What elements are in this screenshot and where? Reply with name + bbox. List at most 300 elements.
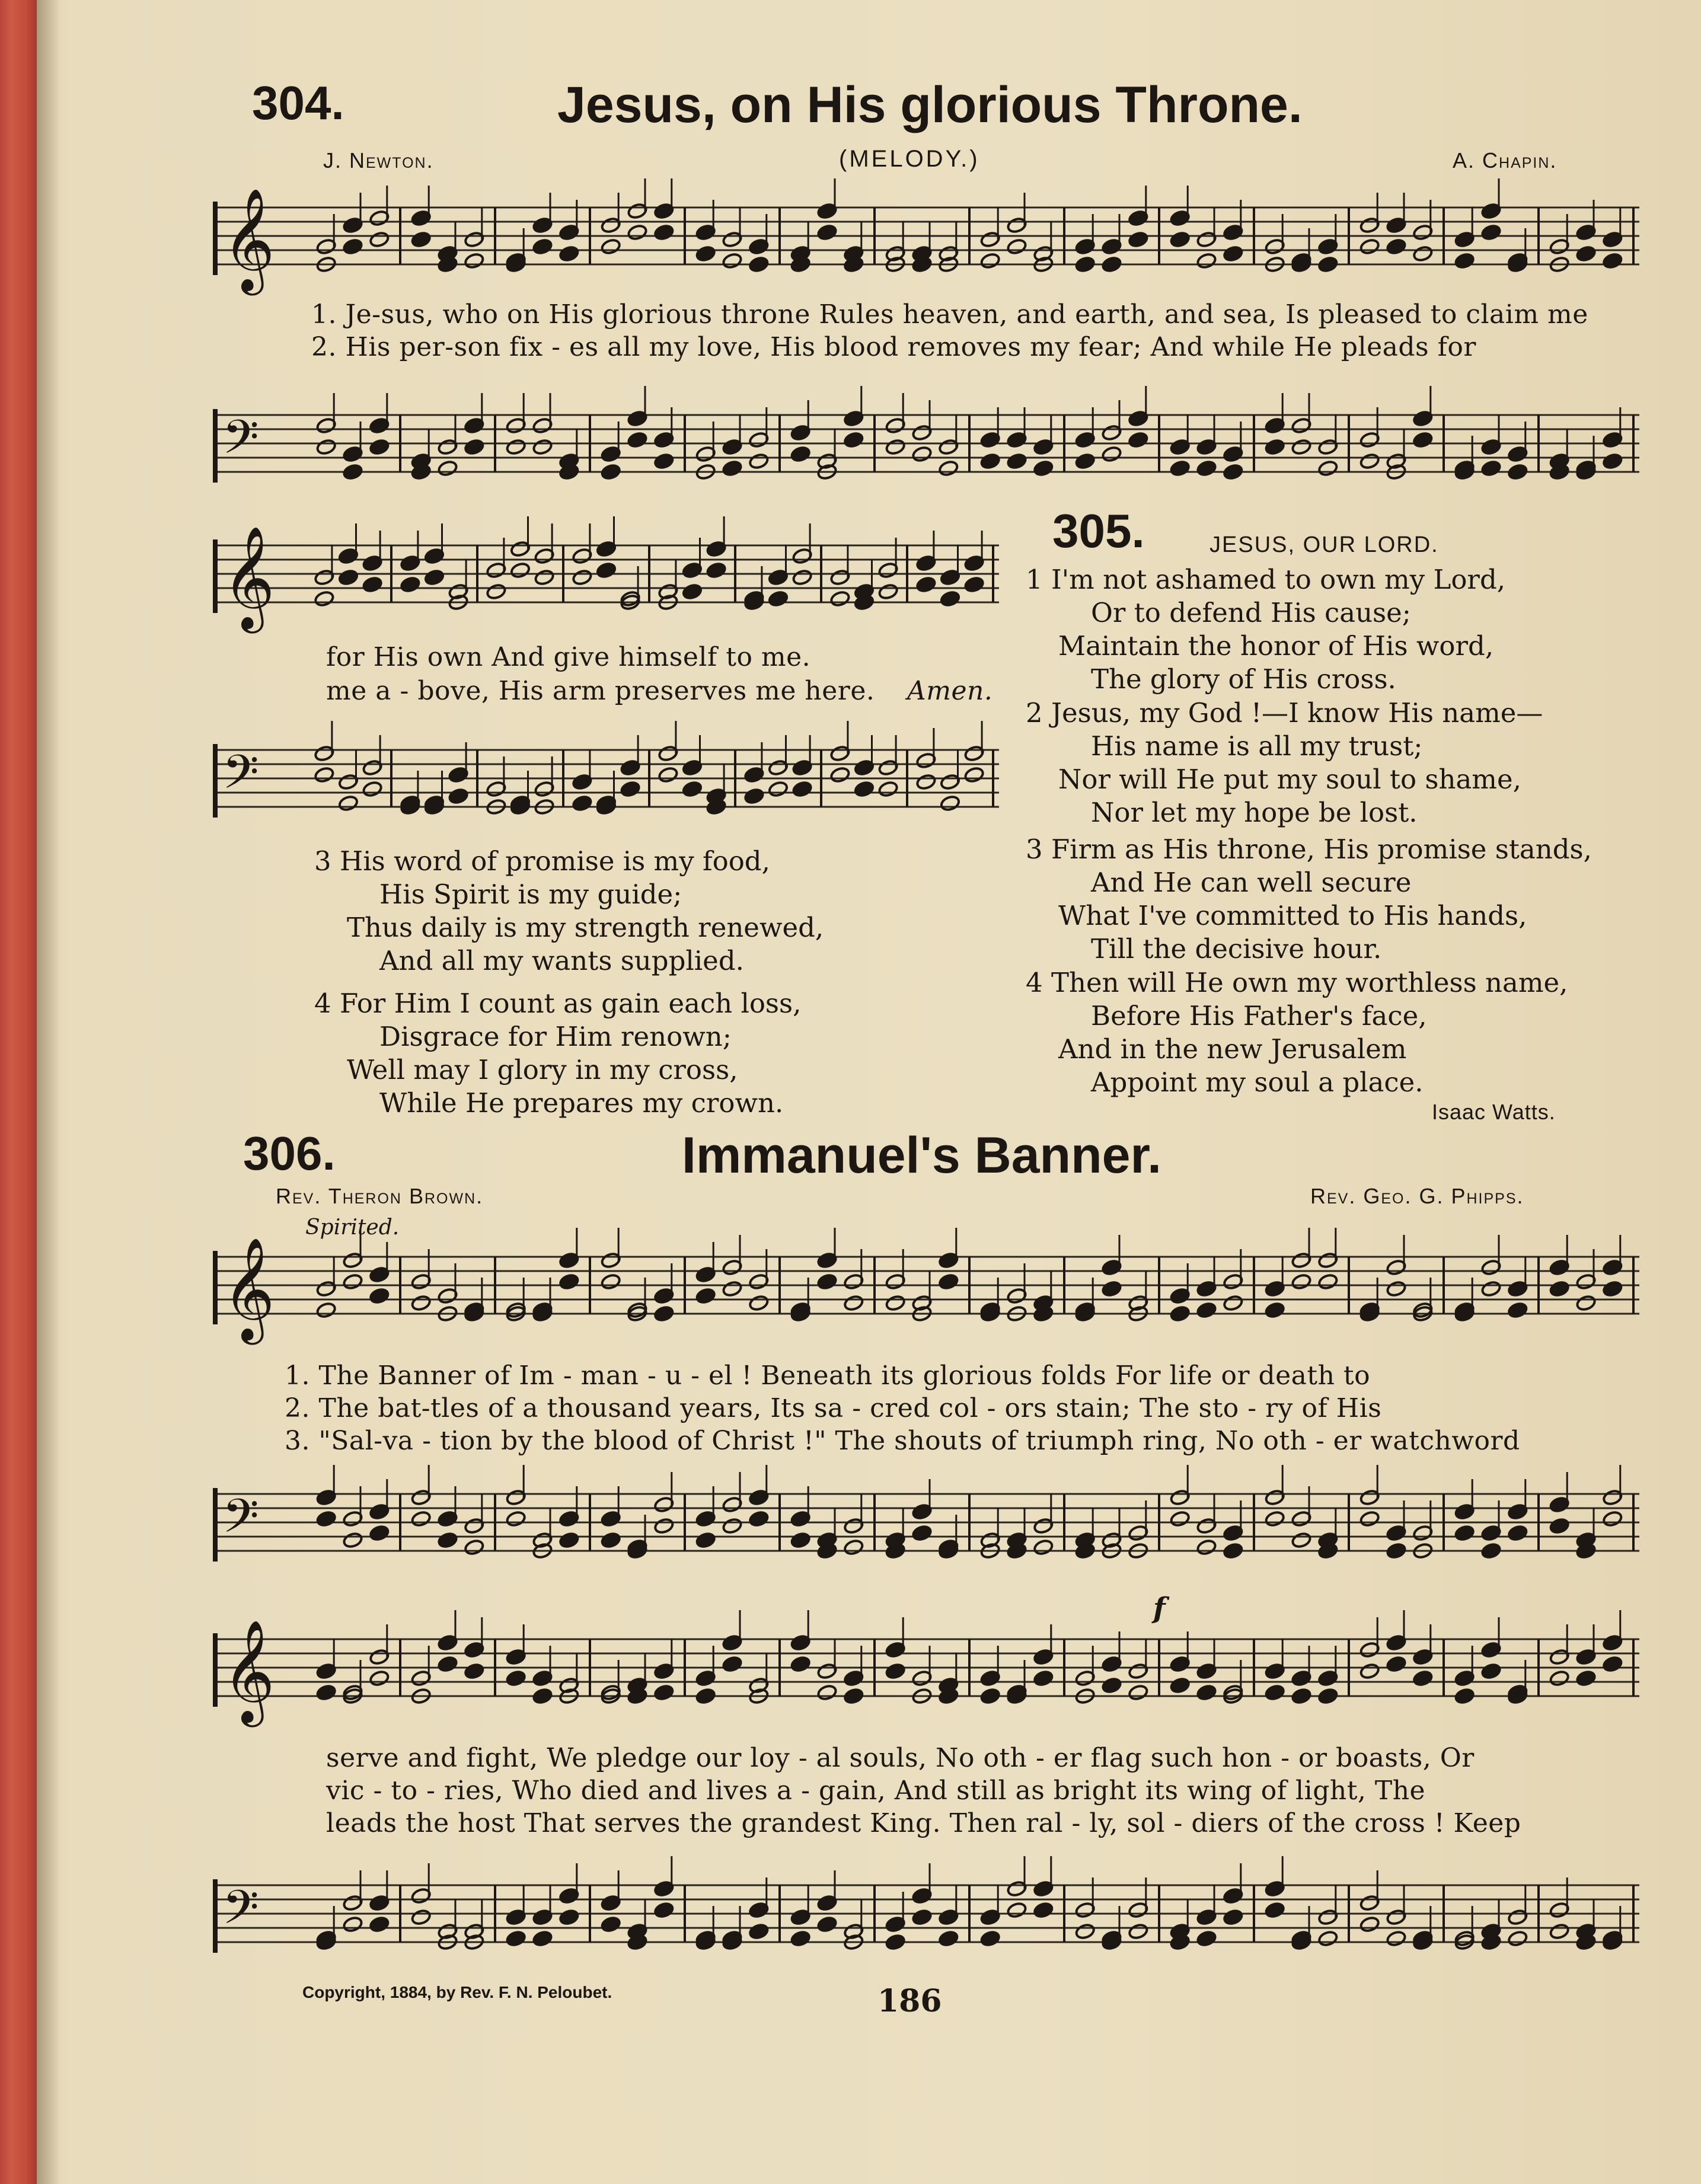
note-head xyxy=(695,1687,716,1704)
note-head xyxy=(1170,1510,1191,1527)
verse-number: 2 xyxy=(1026,697,1043,729)
note-head xyxy=(1359,238,1380,255)
system-brace xyxy=(213,409,218,483)
note-head xyxy=(768,590,789,607)
hymn-306-system1-treble xyxy=(216,1237,1639,1340)
note-head xyxy=(722,1517,742,1534)
hymn-306-title: Immanuel's Banner. xyxy=(682,1127,1162,1184)
note-head xyxy=(1507,1524,1528,1541)
hymn-306-composer: Rev. Geo. G. Phipps. xyxy=(1310,1184,1524,1208)
note-head xyxy=(885,1662,906,1679)
verse-line: His word of promise is my food, xyxy=(339,845,770,877)
note-head xyxy=(658,766,678,783)
note-head xyxy=(1602,1655,1623,1672)
hymn-306-lyric-line5: vic - to - ries, Who died and lives a - gain, And still as bright its wing of light, The xyxy=(326,1776,1426,1806)
note-head xyxy=(316,1510,337,1527)
note-head xyxy=(915,773,936,790)
hymn-305-verse-4 xyxy=(1026,966,1568,1099)
hymn-306-lyric-line4: serve and fight, We pledge our loy - al souls, No oth - er flag such hon - or boasts, Or xyxy=(326,1743,1475,1773)
hymn-306-tempo: Spirited. xyxy=(305,1215,400,1240)
treble-clef-icon: 𝄞 xyxy=(222,1237,275,1340)
note-head xyxy=(768,780,789,797)
note-head xyxy=(1033,1901,1054,1918)
note-head xyxy=(915,576,936,593)
hymn-304-author: J. Newton. xyxy=(323,148,434,173)
hymn-304-lyric-line4: me a - bove, His arm preserves me here. xyxy=(326,676,875,706)
note-head xyxy=(748,1510,769,1527)
note-head xyxy=(722,1280,742,1297)
note-head xyxy=(843,1294,864,1311)
page-number: 186 xyxy=(877,1983,942,2019)
note-head xyxy=(1549,1280,1570,1297)
treble-clef-icon: 𝄞 xyxy=(222,526,275,629)
note-head xyxy=(1196,1684,1217,1701)
note-head xyxy=(627,431,647,448)
note-head xyxy=(911,445,932,462)
bass-clef-icon: 𝄢 xyxy=(222,1880,259,1946)
note-head xyxy=(464,438,484,455)
verse-number: 3 xyxy=(314,845,331,877)
note-head xyxy=(653,1901,674,1918)
verse-number: 4 xyxy=(1026,967,1043,998)
note-head xyxy=(437,1531,458,1548)
note-head xyxy=(1223,1908,1243,1926)
note-head xyxy=(506,438,526,455)
note-head xyxy=(1033,459,1054,477)
verse-line: While He prepares my crown. xyxy=(379,1087,784,1119)
note-head xyxy=(1291,1531,1311,1548)
hymn-305-title: JESUS, OUR LORD. xyxy=(1209,532,1439,557)
note-head xyxy=(885,438,906,455)
hymn-306-lyric-line3: 3. "Sal-va - tion by the blood of Christ !" The shouts of triumph ring, No oth - er watchword xyxy=(285,1426,1520,1456)
hymn-306-system1-bass xyxy=(216,1482,1639,1571)
verse-number: 4 xyxy=(314,988,331,1019)
note-head xyxy=(1196,1930,1217,1947)
hymn-304-verse-4 xyxy=(314,987,801,1120)
note-head xyxy=(748,256,769,273)
note-head xyxy=(1101,1677,1122,1694)
verse-line: Then will He own my worthless name, xyxy=(1051,967,1568,998)
note-head xyxy=(627,223,647,241)
note-head xyxy=(338,794,359,812)
hymn-306-system2-bass xyxy=(216,1873,1639,1962)
note-head xyxy=(790,1930,811,1947)
note-head xyxy=(486,583,506,600)
note-head xyxy=(342,463,363,480)
hymn-306-lyric-line2: 2. The bat-tles of a thousand years, Its sa - cred col - ors stain; The sto - ry of His xyxy=(285,1393,1382,1423)
note-head xyxy=(1196,459,1217,477)
note-head xyxy=(532,1930,553,1947)
note-head xyxy=(748,1923,769,1940)
hymn-305-number: 305. xyxy=(1052,505,1145,557)
note-head xyxy=(1412,431,1433,448)
note-head xyxy=(1075,452,1096,470)
verse-line: Disgrace for Him renown; xyxy=(379,1021,732,1052)
note-head xyxy=(411,231,432,248)
note-head xyxy=(682,780,703,797)
note-head xyxy=(400,576,420,593)
verse-line: Firm as His throne, His promise stands, xyxy=(1051,834,1592,865)
note-head xyxy=(940,794,960,812)
note-head xyxy=(342,1531,363,1548)
note-head xyxy=(1480,223,1501,241)
hymn-304-system2-bass xyxy=(216,738,999,827)
note-head xyxy=(1101,1280,1122,1297)
note-head xyxy=(1223,1294,1243,1311)
system-brace xyxy=(213,1879,218,1953)
note-head xyxy=(1507,1930,1528,1947)
note-head xyxy=(601,238,621,255)
note-head xyxy=(464,1662,484,1679)
note-head xyxy=(1265,1510,1285,1527)
note-head xyxy=(596,561,617,579)
note-head xyxy=(653,1684,674,1701)
note-head xyxy=(695,1287,716,1304)
note-head xyxy=(1359,1915,1380,1933)
note-head xyxy=(1412,1669,1433,1687)
note-head xyxy=(1602,252,1623,269)
note-head xyxy=(792,569,813,586)
note-head xyxy=(601,463,621,480)
note-head xyxy=(1317,256,1338,273)
note-head xyxy=(1575,1669,1596,1687)
note-head xyxy=(1359,452,1380,470)
note-head xyxy=(816,1684,837,1701)
note-head xyxy=(342,1915,363,1933)
note-head xyxy=(748,452,769,470)
note-head xyxy=(1291,438,1311,455)
note-head xyxy=(1196,1301,1217,1318)
hymn-304-number: 304. xyxy=(252,76,344,129)
note-head xyxy=(885,1933,906,1950)
note-head xyxy=(695,245,716,262)
note-head xyxy=(1075,256,1096,273)
note-head xyxy=(1480,1542,1501,1559)
note-head xyxy=(1602,452,1623,470)
note-head xyxy=(411,1510,432,1527)
note-head xyxy=(1454,252,1475,269)
note-head xyxy=(1602,1280,1623,1297)
verse-line: His name is all my trust; xyxy=(1091,730,1423,762)
hymn-304-system1-treble xyxy=(216,188,1639,291)
hymn-306-lyric-line6: leads the host That serves the grandest King. Then ral - ly, sol - diers of the cross ! Keep xyxy=(326,1808,1521,1838)
hymn-306-lyric-line1: 1. The Banner of Im - man - u - el ! Beneath its glorious folds For life or death to xyxy=(285,1361,1371,1391)
note-head xyxy=(559,1531,579,1548)
note-head xyxy=(682,583,703,600)
note-head xyxy=(790,1655,811,1672)
treble-clef-icon: 𝄞 xyxy=(222,188,275,291)
book-spine-edge xyxy=(0,0,37,2184)
note-head xyxy=(1507,463,1528,480)
note-head xyxy=(1359,1510,1380,1527)
note-head xyxy=(411,1294,432,1311)
note-head xyxy=(980,252,1001,269)
note-head xyxy=(559,1908,579,1926)
note-head xyxy=(601,1915,621,1933)
note-head xyxy=(369,1915,390,1933)
staff-lines xyxy=(216,1639,1639,1696)
hymn-304-lyric-line2: 2. His per-son fix - es all my love, His blood removes my fear; And while He pleads for xyxy=(311,332,1476,362)
note-head xyxy=(743,787,764,804)
note-head xyxy=(1101,445,1122,462)
spine-shadow xyxy=(37,0,60,2184)
note-head xyxy=(510,561,531,579)
verse-number: 1 xyxy=(1026,564,1043,595)
note-head xyxy=(653,223,674,241)
verse-line: Appoint my soul a place. xyxy=(1091,1067,1424,1098)
note-head xyxy=(748,1294,769,1311)
note-head xyxy=(1317,1273,1338,1290)
note-head xyxy=(369,1669,390,1687)
note-head xyxy=(1575,1294,1596,1311)
verse-line: For Him I count as gain each loss, xyxy=(339,988,802,1019)
note-head xyxy=(1101,256,1122,273)
note-head xyxy=(722,1655,742,1672)
hymn-305-verse-2 xyxy=(1026,697,1543,829)
note-head xyxy=(1265,438,1285,455)
note-head xyxy=(424,569,445,586)
note-head xyxy=(464,1538,484,1556)
verse-line: His Spirit is my guide; xyxy=(379,879,682,910)
note-head xyxy=(653,452,674,470)
note-head xyxy=(816,1915,837,1933)
verse-line: What I've committed to His hands, xyxy=(1058,900,1527,931)
verse-line: Thus daily is my strength renewed, xyxy=(347,912,824,943)
note-head xyxy=(980,1930,1001,1947)
note-head xyxy=(980,1687,1001,1704)
treble-clef-icon: 𝄞 xyxy=(222,1620,275,1723)
note-head xyxy=(1265,1901,1285,1918)
note-head xyxy=(559,1273,579,1290)
hymn-304-amen: Amen. xyxy=(907,676,993,706)
bass-clef-icon: 𝄢 xyxy=(222,410,259,476)
note-head xyxy=(1170,231,1191,248)
note-head xyxy=(1128,431,1148,448)
note-head xyxy=(1196,252,1217,269)
note-head xyxy=(1386,1930,1406,1947)
note-head xyxy=(1170,459,1191,477)
note-head xyxy=(1454,1687,1475,1704)
verse-line: Maintain the honor of His word, xyxy=(1058,630,1494,662)
note-head xyxy=(964,766,985,783)
note-head xyxy=(1196,1538,1217,1556)
note-head xyxy=(878,780,899,797)
verse-line: Or to defend His cause; xyxy=(1091,597,1411,628)
note-head xyxy=(559,245,579,262)
note-head xyxy=(1006,452,1027,470)
verse-line: The glory of His cross. xyxy=(1091,663,1396,695)
note-head xyxy=(1265,1301,1285,1318)
note-head xyxy=(1291,1687,1311,1704)
note-head xyxy=(362,780,383,797)
note-head xyxy=(1602,1510,1623,1527)
note-head xyxy=(437,459,458,477)
hymn-306-number: 306. xyxy=(243,1127,336,1180)
note-head xyxy=(790,1531,811,1548)
verse-line: I'm not ashamed to own my Lord, xyxy=(1051,564,1506,595)
note-head xyxy=(1223,245,1243,262)
note-head xyxy=(1006,238,1027,255)
note-head xyxy=(464,252,484,269)
note-head xyxy=(938,459,959,477)
bass-clef-icon: 𝄢 xyxy=(222,1489,259,1555)
note-head xyxy=(314,766,334,783)
verse-line: Till the decisive hour. xyxy=(1091,933,1382,965)
note-head xyxy=(314,590,334,607)
verse-line: And He can well secure xyxy=(1091,867,1412,898)
note-head xyxy=(653,1517,674,1534)
hymn-304-title: Jesus, on His glorious Throne. xyxy=(557,76,1303,133)
hymn-306-author: Rev. Theron Brown. xyxy=(276,1184,484,1208)
note-head xyxy=(1480,1280,1501,1297)
note-head xyxy=(1128,1684,1148,1701)
note-head xyxy=(1549,1923,1570,1940)
note-head xyxy=(532,1687,553,1704)
staff-lines xyxy=(216,1494,1639,1551)
note-head xyxy=(1265,1684,1285,1701)
note-head xyxy=(601,1273,621,1290)
note-head xyxy=(1223,1542,1243,1559)
note-head xyxy=(506,1669,526,1687)
hymn-304-system2-treble xyxy=(216,526,999,629)
note-head xyxy=(722,459,742,477)
note-head xyxy=(1033,1538,1054,1556)
note-head xyxy=(1170,1677,1191,1694)
note-head xyxy=(829,590,850,607)
note-head xyxy=(816,223,837,241)
note-head xyxy=(437,1655,458,1672)
note-head xyxy=(1033,1669,1054,1687)
note-head xyxy=(843,431,864,448)
note-head xyxy=(1317,1687,1338,1704)
verse-line: Nor will He put my soul to shame, xyxy=(1058,764,1521,795)
note-head xyxy=(854,780,875,797)
note-head xyxy=(1386,238,1406,255)
note-head xyxy=(1575,245,1596,262)
note-head xyxy=(829,766,850,783)
note-head xyxy=(369,1287,390,1304)
hymn-304-composer: A. Chapin. xyxy=(1453,148,1558,173)
note-head xyxy=(369,1524,390,1541)
note-head xyxy=(316,438,337,455)
note-head xyxy=(1359,1662,1380,1679)
note-head xyxy=(722,252,742,269)
note-head xyxy=(369,438,390,455)
note-head xyxy=(843,1538,864,1556)
note-head xyxy=(572,794,592,812)
hymn-305-author: Isaac Watts. xyxy=(1432,1100,1556,1124)
hymn-304-tune: (MELODY.) xyxy=(839,146,980,172)
copyright-notice: Copyright, 1884, by Rev. F. N. Peloubet. xyxy=(302,1983,612,2001)
note-head xyxy=(1454,1524,1475,1541)
note-head xyxy=(1549,1517,1570,1534)
verse-line: And all my wants supplied. xyxy=(379,945,744,976)
verse-line: Nor let my hope be lost. xyxy=(1091,797,1418,828)
system-brace xyxy=(213,539,218,613)
note-head xyxy=(816,1273,837,1290)
note-head xyxy=(1317,459,1338,477)
note-head xyxy=(1128,1923,1148,1940)
system-brace xyxy=(213,202,218,275)
verse-line: Well may I glory in my cross, xyxy=(347,1054,738,1085)
note-head xyxy=(980,452,1001,470)
note-head xyxy=(940,590,960,607)
note-head xyxy=(532,238,553,255)
note-head xyxy=(572,569,592,586)
note-head xyxy=(338,569,359,586)
note-head xyxy=(1507,1301,1528,1318)
note-head xyxy=(653,1305,674,1322)
system-brace xyxy=(213,1488,218,1562)
hymn-304-lyric-line1: 1. Je-sus, who on His glorious throne Rules heaven, and earth, and sea, Is pleased to claim me xyxy=(311,299,1588,330)
note-head xyxy=(1386,1280,1406,1297)
note-head xyxy=(316,1684,337,1701)
note-head xyxy=(911,1524,932,1541)
note-head xyxy=(1170,1305,1191,1322)
note-head xyxy=(706,561,727,579)
note-head xyxy=(534,569,555,586)
bass-clef-icon: 𝄢 xyxy=(222,745,259,811)
note-head xyxy=(342,238,363,255)
note-head xyxy=(1480,459,1501,477)
note-head xyxy=(843,1687,864,1704)
note-head xyxy=(1075,1923,1096,1940)
hymn-304-verse-3 xyxy=(314,845,824,978)
hymn-306-system2-treble xyxy=(216,1620,1639,1723)
note-head xyxy=(938,1273,959,1290)
note-head xyxy=(448,787,469,804)
hymn-306-dynamic: f xyxy=(1153,1592,1166,1625)
note-head xyxy=(1006,1901,1027,1918)
note-head xyxy=(1480,1662,1501,1679)
note-head xyxy=(601,1531,621,1548)
system-brace xyxy=(213,744,218,818)
note-head xyxy=(506,1930,526,1947)
verse-line: Jesus, my God !—I know His name— xyxy=(1051,697,1543,729)
system-brace xyxy=(213,1633,218,1707)
note-head xyxy=(911,1908,932,1926)
note-head xyxy=(532,438,553,455)
verse-line: Before His Father's face, xyxy=(1091,1000,1427,1032)
note-head xyxy=(342,1273,363,1290)
note-head xyxy=(1412,245,1433,262)
hymn-304-system1-bass xyxy=(216,403,1639,492)
note-head xyxy=(316,1301,337,1318)
hymn-305-verse-3 xyxy=(1026,833,1592,966)
note-head xyxy=(369,231,390,248)
note-head xyxy=(1317,1930,1338,1947)
hymn-305-verse-1 xyxy=(1026,563,1505,696)
note-head xyxy=(792,780,813,797)
note-head xyxy=(1128,231,1148,248)
note-head xyxy=(964,576,985,593)
verse-line: And in the new Jerusalem xyxy=(1058,1033,1407,1065)
system-brace xyxy=(213,1251,218,1324)
note-head xyxy=(885,1294,906,1311)
note-head xyxy=(878,583,899,600)
note-head xyxy=(620,780,641,797)
note-head xyxy=(506,1510,526,1527)
note-head xyxy=(411,1908,432,1926)
note-head xyxy=(1386,1542,1406,1559)
note-head xyxy=(1386,1655,1406,1672)
note-head xyxy=(1223,463,1243,480)
note-head xyxy=(362,576,383,593)
note-head xyxy=(790,445,811,462)
note-head xyxy=(1549,1669,1570,1687)
hymn-304-lyric-line3: for His own And give himself to me. xyxy=(326,642,811,672)
note-head xyxy=(1291,1273,1311,1290)
